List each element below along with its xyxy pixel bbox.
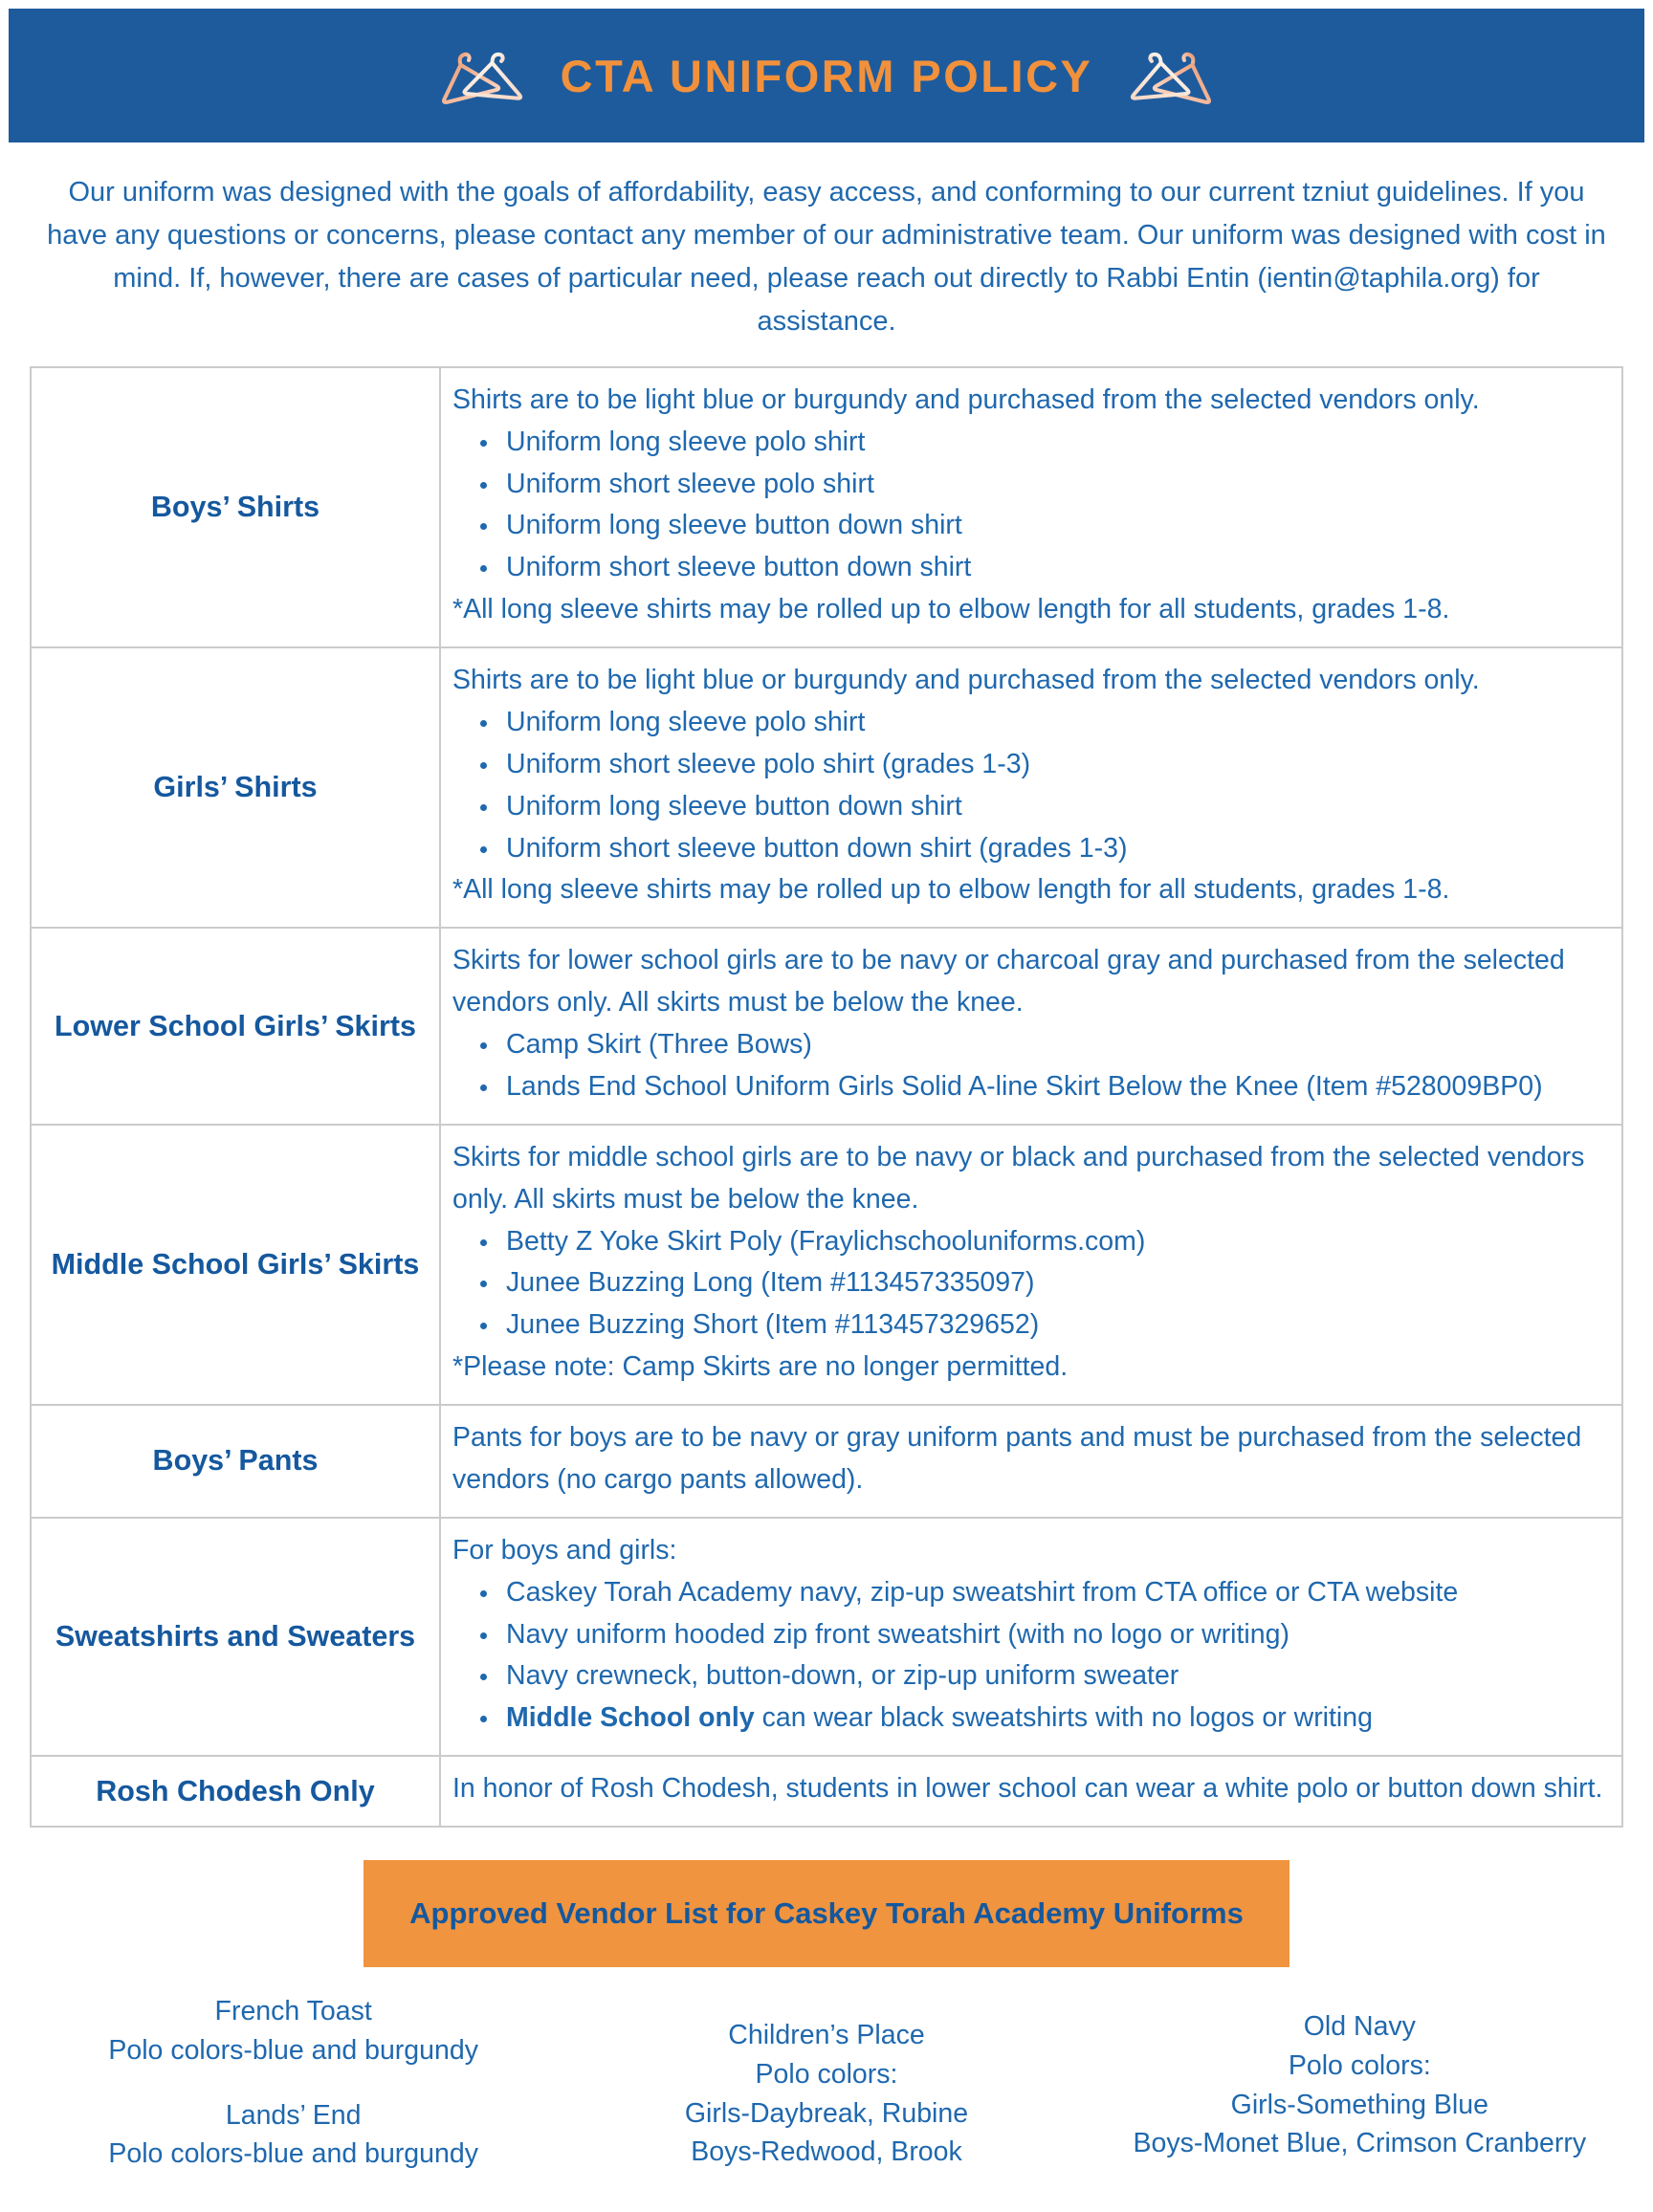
policy-row-label: Girls’ Shirts (31, 647, 440, 928)
policy-bullet-list (452, 702, 1604, 870)
policy-table-body (31, 367, 1622, 1827)
policy-row-content (440, 1518, 1622, 1756)
policy-bullet-list (452, 1572, 1604, 1741)
policy-bullet-item: • Junee Buzzing Short (Item #113457329652) (500, 1304, 1604, 1347)
policy-bullet-list (452, 1221, 1604, 1347)
policy-row-content (440, 1756, 1622, 1827)
policy-row-label: Lower School Girls’ Skirts (31, 928, 440, 1125)
vendor-group (27, 1992, 560, 2070)
policy-row-text: Skirts for lower school girls are to be navy or charcoal gray and purchased from the selected vendors only. All skirts must be below the knee. (452, 945, 1565, 1018)
policy-row-label: Sweatshirts and Sweaters (31, 1518, 440, 1756)
policy-bullet-item: • Uniform short sleeve button down shirt (500, 547, 1604, 589)
vendor-line: Boys-Redwood, Brook (691, 2136, 962, 2168)
policy-row-text: Shirts are to be light blue or burgundy and purchased from the selected vendors only. (452, 665, 1480, 695)
policy-row (31, 1125, 1622, 1405)
intro-paragraph: Our uniform was designed with the goals of affordability, easy access, and conforming to our current tzniut guidelines. If you have any questions or concerns, please contact any member of our administrative team. Our uniform was designed with cost in mind. If, however, there are cases of particular need, please reach out directly to Rabbi Entin (ientin@taphila.org) for assistance. (47, 177, 1606, 337)
policy-bullet-item: • Uniform short sleeve button down shirt (grades 1-3) (500, 828, 1604, 870)
vendor-group (27, 2096, 560, 2175)
policy-row (31, 1756, 1622, 1827)
vendor-line: Girls-Something Blue (1230, 2089, 1488, 2120)
policy-row (31, 367, 1622, 647)
policy-row-text: Skirts for middle school girls are to be navy or black and purchased from the selected vendors only. All skirts must be below the knee. (452, 1141, 1585, 1215)
policy-row-content (440, 367, 1622, 647)
vendor-list (27, 1992, 1626, 2174)
policy-bullet-item: • Caskey Torah Academy navy, zip-up sweatshirt from CTA office or CTA website (500, 1572, 1604, 1614)
policy-bullet-item: • Camp Skirt (Three Bows) (500, 1024, 1604, 1066)
policy-row (31, 1405, 1622, 1518)
bold-inline-text: Middle School only (506, 1702, 755, 1734)
vendor-line: Polo colors: (1288, 2049, 1431, 2081)
policy-bullet-item: • Betty Z Yoke Skirt Poly (Fraylichschooluniforms.com) (500, 1221, 1604, 1263)
policy-bullet-item: • Uniform long sleeve button down shirt (500, 786, 1604, 828)
policy-bullet-item: • Lands End School Uniform Girls Solid A-line Skirt Below the Knee (Item #528009BP0) (500, 1066, 1604, 1108)
vendor-group (560, 2016, 1092, 2172)
vendor-group (1093, 2007, 1626, 2163)
vendor-line: Polo colors-blue and burgundy (108, 2034, 478, 2066)
policy-bullet-item: • Uniform short sleeve polo shirt (grades 1-3) (500, 744, 1604, 786)
policy-row-content (440, 1125, 1622, 1405)
clothes-hangers-icon (425, 28, 538, 123)
vendor-column (27, 1992, 560, 2174)
clothes-hangers-icon (1115, 28, 1228, 123)
policy-row-content (440, 928, 1622, 1125)
approved-vendor-banner (364, 1860, 1289, 1967)
vendor-line: Boys-Monet Blue, Crimson Cranberry (1133, 2128, 1587, 2159)
policy-row-content (440, 647, 1622, 928)
policy-bullet-item: • Uniform long sleeve button down shirt (500, 505, 1604, 547)
policy-row-text: Shirts are to be light blue or burgundy and purchased from the selected vendors only. (452, 383, 1480, 415)
vendor-line: Polo colors: (755, 2058, 898, 2090)
policy-row-content (440, 1405, 1622, 1518)
policy-row-label: Middle School Girls’ Skirts (31, 1125, 440, 1405)
policy-bullet-item: • Uniform long sleeve polo shirt (500, 422, 1604, 464)
policy-row-note: *All long sleeve shirts may be rolled up to elbow length for all students, grades 1-8. (452, 874, 1450, 906)
policy-row (31, 1518, 1622, 1756)
uniform-policy-document (0, 9, 1653, 2212)
policy-bullet-item: • Uniform short sleeve polo shirt (500, 464, 1604, 506)
policy-bullet-list (452, 1024, 1604, 1108)
policy-bullet-item: • Uniform long sleeve polo shirt (500, 702, 1604, 744)
approved-vendor-banner-label: Approved Vendor List for Caskey Torah Academy Uniforms (409, 1896, 1244, 1930)
vendor-column (560, 2016, 1092, 2174)
policy-row (31, 647, 1622, 928)
policy-row-text: Pants for boys are to be navy or gray uniform pants and must be purchased from the selected vendors (no cargo pants allowed). (452, 1422, 1582, 1495)
policy-bullet-item: • Middle School only can wear black sweatshirts with no logos or writing (500, 1697, 1604, 1740)
policy-row-label: Rosh Chodesh Only (31, 1756, 440, 1827)
uniform-policy-table (30, 366, 1623, 1828)
policy-row-text: In honor of Rosh Chodesh, students in lower school can wear a white polo or button down shirt. (452, 1773, 1603, 1805)
vendor-column (1093, 2007, 1626, 2174)
title-banner (9, 9, 1644, 142)
vendor-line: Lands’ End (225, 2099, 362, 2131)
policy-row-note: *All long sleeve shirts may be rolled up to elbow length for all students, grades 1-8. (452, 594, 1450, 625)
vendor-line: Polo colors-blue and burgundy (108, 2138, 478, 2170)
vendor-line: Old Navy (1303, 2011, 1416, 2042)
page-title: CTA UNIFORM POLICY (560, 50, 1093, 101)
vendor-line: Children’s Place (728, 2020, 925, 2050)
policy-bullet-item: • Navy uniform hooded zip front sweatshirt (with no logo or writing) (500, 1614, 1604, 1656)
policy-row (31, 928, 1622, 1125)
policy-bullet-item: • Navy crewneck, button-down, or zip-up uniform sweater (500, 1655, 1604, 1697)
policy-bullet-list (452, 422, 1604, 590)
policy-row-text: For boys and girls: (452, 1534, 677, 1566)
uniform-policy-page (0, 9, 1653, 2174)
policy-row-label: Boys’ Shirts (31, 367, 440, 647)
vendor-line: Girls-Daybreak, Rubine (684, 2097, 969, 2129)
policy-bullet-item: • Junee Buzzing Long (Item #113457335097) (500, 1262, 1604, 1304)
vendor-line: French Toast (214, 1996, 372, 2026)
policy-row-label: Boys’ Pants (31, 1405, 440, 1518)
policy-row-note: *Please note: Camp Skirts are no longer permitted. (452, 1351, 1069, 1383)
